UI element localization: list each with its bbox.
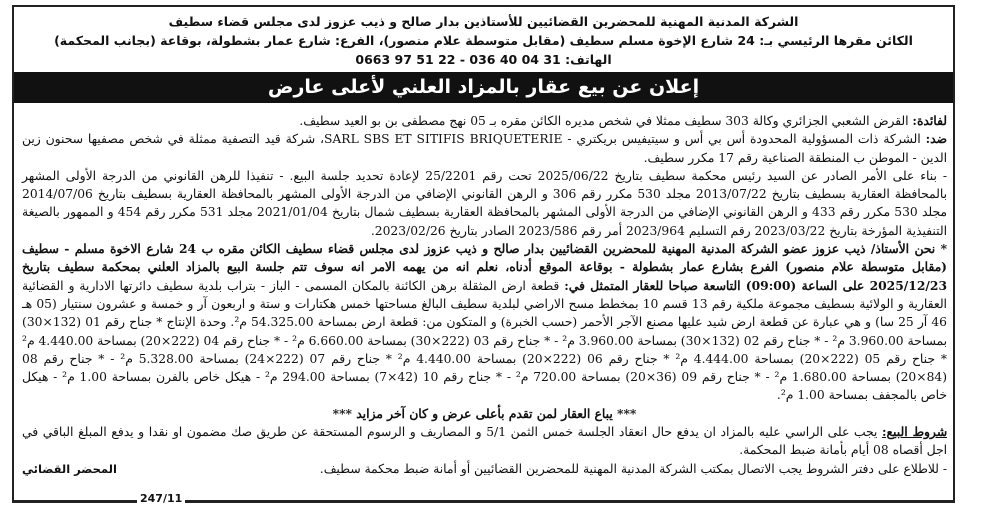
sale-conditions-paragraph: [22, 423, 947, 460]
notice-body: [14, 103, 953, 478]
beneficiary-paragraph: [22, 112, 947, 130]
beneficiary-label: لفائدة:: [912, 113, 947, 128]
defendant-label: ضد:: [925, 131, 947, 147]
contact-text: - للاطلاع على دفتر الشروط يجب الاتصال بمكتب الشركة المدنية المهنية للمحضرين القضائيين أو أمانة ضبط محكمة سطيف.: [319, 461, 947, 476]
header: [14, 7, 953, 69]
footer-number: 247/11: [137, 492, 185, 505]
defendant-text: الشركة ذات المسؤولية المحدودة أس بي أس و سيتيفيس بريكتري - SARL SBS ET SITIFIS BRIQUETERIE، شركة قيد التصفية ممثلة في شخص مصفيها سحنون زين الدين - الموطن ب المنطقة الصناعية رقم 17 مكرر سطيف.: [22, 132, 947, 165]
header-company: الشركة المدنية المهنية للمحضرين القضائيين للأستاذين بدار صالح و ذيب عزوز لدى مجلس قضاء سطيف: [168, 14, 799, 29]
beneficiary-text: القرض الشعبي الجزائري وكالة 303 سطيف ممثلا في شخص مديره الكائن مقره بـ 05 نهج مصطفى بن بو العيد سطيف.: [299, 114, 913, 128]
defendant-paragraph: [22, 130, 947, 167]
sale-conditions-text: يجب على الراسي عليه بالمزاد ان يدفع حال انعقاد الجلسة خمس الثمن 5/1 و المصاريف و الرسوم المستحقة عن طريق صك مضمون او نقدا و يدفع المبلغ الباقي في اجل أقصاه 08 أيام بأمانة ضبط المحكمة.: [22, 425, 947, 458]
contact-paragraph: [22, 460, 947, 478]
auction-paragraph: [22, 240, 947, 405]
header-address: الكائن مقرها الرئيسي بـ: 24 شارع الإخوة مسلم سطيف (مقابل متوسطة علام منصور)، الفرع: شارع عمار بشطولة، بوقاعة (بجانب المحكمة): [54, 33, 913, 48]
signature: المحضر القضائي: [22, 461, 117, 476]
sale-conditions-label: شروط البيع:: [881, 424, 947, 440]
sale-notice: *** يباع العقار لمن تقدم بأعلى عرض و كان آخر مزايد ***: [332, 405, 637, 421]
auction-announcement: * نحن الأستاذ/ ذيب عزوز عضو الشركة المدنية المهنية للمحضرين القضائيين بدار صالح و ذيب عزوز لدى مجلس قضاء سطيف الكائن مقره ب 24 شارع الاخوة مسلم - سطيف (مقابل متوسطة علام منصور) الفرع بشارع عمار بشطولة - بوقاعة الموقع أدناه، نعلم انه من يهمه الامر انه سوف تتم جلسة البيع بالمزاد العلني بمحكمة سطيف بتاريخ 2025/12/23 على الساعة (09:00) التاسعة صباحا للعقار المتمثل في:: [22, 241, 948, 293]
property-description: قطعة ارض المثقلة برهن الكائنة بالمكان المسمى - الباز - بتراب بلدية سطيف دائرتها الادارية و القضائية العقارية و الولائية بسطيف مجموعة ملكية رقم 13 قسم 10 بمخطط مسح الاراضي لبلدية سطيف البالغ مساحتها خمس هكتارات و ستة و اربعون آر و خمسة و عشرون سنتيار (05 هـ 46 آر 25 سا) و هي عبارة عن قطعة ارض شيد عليها مصنع الآجر الأحمر (حسب الخبرة) و المتكون من: قطعة ارض بمساحة 54.325.00 م². وحدة الإنتاج * جناح رقم 01 (132×30) بمساحة 3.960.00 م² - * جناح رقم 02 (132×30) بمساحة 3.960.00 م² - * جناح رقم 03 (222×30) بمساحة 6.660.00 م² - * جناح رقم 04 (222×20) بمساحة 4.440.00 م² * جناح رقم 05 (222×20) بمساحة 4.444.00 م² * جناح رقم 06 (222×20) بمساحة 4.440.00 م² * جناح رقم 07 (222×24) بمساحة 5.328.00 م² - * جناح رقم 08 (84×20) بمساحة 1.680.00 م² - * جناح رقم 09 (36×20) بمساحة 720.00 م² - * جناح رقم 10 (42×7) بمساحة 294.00 م² - هيكل خاص بالفرن بمساحة 1.00 م² - هيكل خاص بالمجفف بمساحة 1.00 م².: [22, 278, 948, 403]
notice-frame: [12, 5, 955, 502]
header-phone: الهاتف: 31 04 40 036 - 22 51 97 0663: [355, 52, 612, 67]
legal-basis-paragraph: - بناء على الأمر الصادر عن السيد رئيس محكمة سطيف بتاريخ 2025/06/22 تحت رقم 25/2201 لإعادة تحديد جلسة البيع. - تنفيذا للرهن القانوني من الدرجة الأولى المشهر بالمحافظة العقارية بسطيف بتاريخ 2013/07/22 مجلد 530 مكرر رقم 306 و الرهن القانوني الإضافي من الدرجة الأولى المشهر بالمحافظة العقارية بسطيف بتاريخ 2014/07/06 مجلد 530 مكرر رقم 433 و الرهن القانوني الإضافي من الدرجة الأولى المشهر بالمحافظة العقارية بسطيف شمال بتاريخ 2021/01/04 مجلد 531 مكرر رقم 454 و الممهور بالصيغة التنفيذية المؤرخة بتاريخ 2023/03/22 رقم التسليم 2023/964 أمر رقم 2023/586 الصادر بتاريخ 2023/02/26.: [22, 168, 948, 238]
notice-title: إعلان عن بيع عقار بالمزاد العلني لأعلى عارض: [14, 72, 953, 103]
